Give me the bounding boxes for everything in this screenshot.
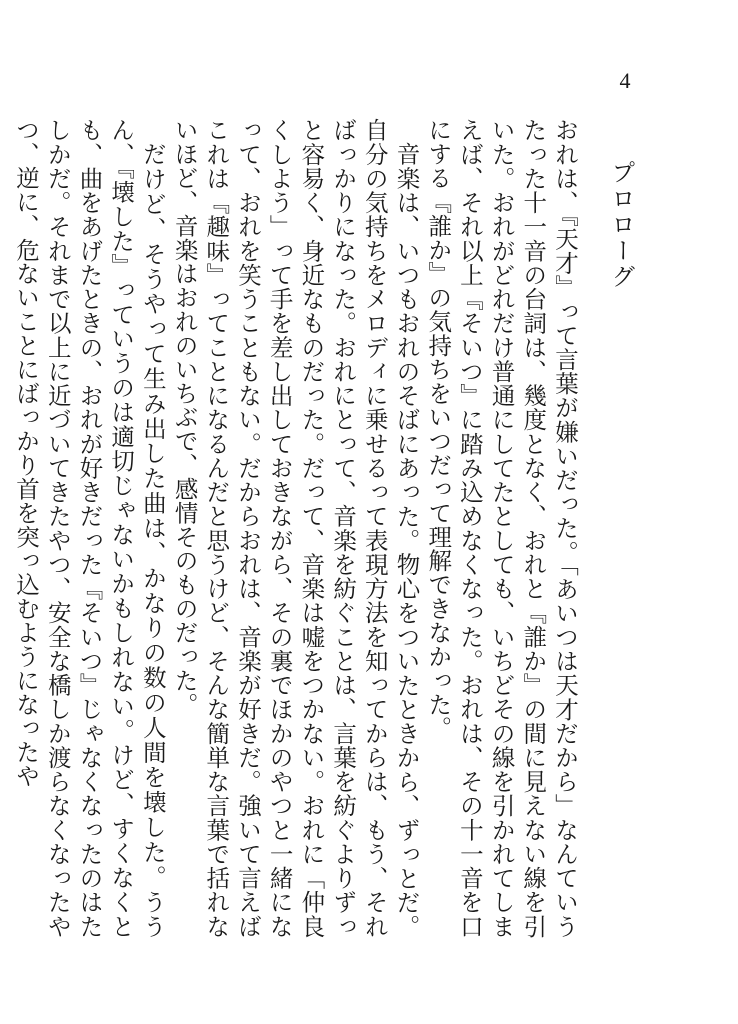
paragraph-2: 音楽は、いつもおれのそばにあった。物心をついたときから、ずっとだ。自分の気持ちをメロディに乗せるって表現方法を知ってからは、もう、そればっかりになった。おれにとって、音楽を紡ぐことは、言葉を紡ぐよりずっと容易く、身近なものだった。だって、音楽は嘘をつかない。おれに「仲良くしよう」って手を差し出しておきながら、その裏でほかのやつと一緒になって、おれを笑うこともない。だからおれは、音楽が好きだ。強いて言えばこれは『趣味』ってことになるんだと思うけど、そんな簡単な言葉で括れないほど、音楽はおれのいちぶで、感情そのものだった。 (170, 118, 421, 938)
chapter-title: プロローグ (607, 160, 635, 290)
body-text (12, 118, 580, 938)
paragraph-3: だけど、そうやって生み出した曲は、かなりの数の人間を壊した。ううん、『壊した』っていうのは適切じゃないかもしれない。けど、すくなくとも、曲をあげたときの、おれが好きだった『そいつ』じゃなくなったのはたしかだ。それまで以上に近づいてきたやつ、安全な橋しか渡らなくなったやつ、逆に、危ないことにばっかり首を突っ込むようになったや (12, 118, 167, 938)
page-number: 4 (619, 68, 631, 93)
paragraph-1: おれは、『天才』って言葉が嫌いだった。「あいつは天才だから」なんていうたった十一音の台詞は、幾度となく、おれと『誰か』の間に見えない線を引いた。おれがどれだけ普通にしてたとしても、いちどその線を引かれてしまえば、それ以上『そいつ』に踏み込めなくなった。おれは、その十一音を口にする『誰か』の気持ちをいつだって理解できなかった。 (424, 118, 579, 938)
